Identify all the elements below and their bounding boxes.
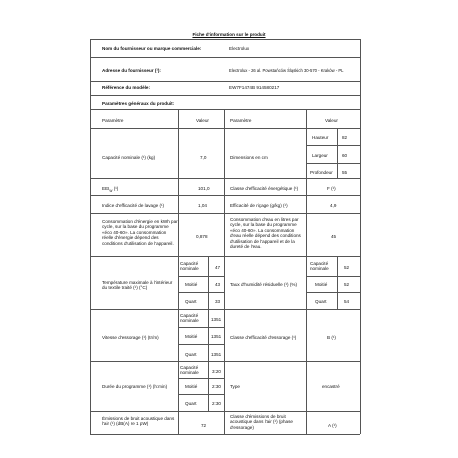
duration-label: Durée du programme (¹) (h:min) <box>102 384 168 389</box>
rule <box>90 434 360 435</box>
noise-label: Émissions de bruit acoustique dans l'air (¹) (dB(A) re 1 pW) <box>102 416 175 427</box>
rule <box>90 411 360 412</box>
rule <box>90 39 360 40</box>
spin-speed-quarter-value: 1351 <box>211 352 222 357</box>
eei-label: $EEI_W$ (¹) <box>102 186 119 193</box>
grid-line <box>208 309 209 411</box>
rule <box>90 57 360 58</box>
duration-half-value: 2:30 <box>212 384 221 389</box>
capacity-label: Capacité nominale (¹) (kg) <box>102 155 156 160</box>
rule <box>90 361 360 362</box>
grid-line <box>208 256 209 309</box>
rule <box>90 256 360 257</box>
moisture-half-value: 52 <box>344 282 350 287</box>
temperature-label: Température maximale à l'intérieur du textile traité (¹) (°C) <box>102 280 173 291</box>
rule <box>90 109 360 110</box>
rule <box>306 163 360 164</box>
rule <box>306 292 360 293</box>
type-label: Type <box>230 384 240 389</box>
rule <box>178 394 224 395</box>
grid-line <box>90 39 91 109</box>
grid-line <box>90 109 91 434</box>
grid-line <box>224 109 225 434</box>
temperature-nominal-label: Capacité nominale <box>180 261 199 272</box>
spin-speed-half-label: Moitié <box>185 334 198 339</box>
duration-nominal-label: Capacité nominale <box>180 365 199 376</box>
washing-index-label: Indice d'efficacité de lavage (¹) <box>102 203 165 208</box>
rule <box>90 178 360 179</box>
col-header-param-left: Paramètre <box>102 118 124 123</box>
temperature-half-value: 43 <box>215 282 221 287</box>
rule <box>178 292 224 293</box>
capacity-value: 7,0 <box>200 155 207 160</box>
rule <box>178 276 224 277</box>
grid-line <box>337 256 338 309</box>
eei-value: 101,0 <box>198 186 210 191</box>
noise-class-value: A (¹) <box>328 423 337 428</box>
type-value: encastré <box>322 384 340 389</box>
grid-line <box>360 39 361 434</box>
rule <box>178 344 224 345</box>
energy-class-label: Classe d'efficacité énergétique (¹) <box>230 186 299 191</box>
duration-nominal-value: 3:20 <box>212 369 221 374</box>
grid-line <box>306 109 307 434</box>
rule <box>90 309 360 310</box>
model-label: Référence du modèle: <box>102 85 150 90</box>
dimension-depth-value: 55 <box>342 170 348 175</box>
spin-class-value: B (¹) <box>327 335 336 340</box>
noise-class-label: Classe d'émissions de bruit acoustique dans l'air (¹) (phase d'essorage) <box>230 414 293 430</box>
energy-consumption-label: Consommation d'énergie en kWh par cycle, sur la base du programme «éco 40-60». La consommation réelle d'énergie dépend des conditions d'utilisation de l'appareil. <box>102 219 178 246</box>
water-consumption-label: Consommation d'eau en litres par cycle, sur la base du programme «éco 40-60». La consommation d'eau réelle dépend des conditions d'utilisation de l'appareil et de la dureté de l'eau. <box>230 217 301 250</box>
washing-index-value: 1,04 <box>198 203 207 208</box>
address-value: Electrolux - 26 al. Powstańców Śląskich 30-570 - Kraków - PL <box>229 68 344 73</box>
rinsing-label: Efficacité de riçage (g/kg) (¹) <box>230 203 288 208</box>
rule <box>90 213 360 214</box>
dimension-height-value: 82 <box>342 135 348 140</box>
temperature-half-label: Moitié <box>185 282 198 287</box>
duration-half-label: Moitié <box>185 384 198 389</box>
model-value: EW7F1474B 914580217 <box>229 85 280 90</box>
dimension-width-value: 60 <box>342 153 348 158</box>
spin-speed-label: Vitesse d'essorage (¹) (tr/m) <box>102 335 159 340</box>
rule <box>178 327 224 328</box>
moisture-label: Taux d'humidité résiduelle (¹) (%) <box>230 282 297 287</box>
moisture-quarter-label: Quart <box>315 299 327 304</box>
water-consumption-value: 45 <box>331 234 337 239</box>
col-header-param-right: Paramètre <box>230 118 252 123</box>
energy-consumption-value: 0,878 <box>196 234 208 239</box>
energy-class-value: F (¹) <box>327 186 336 191</box>
rule <box>306 145 360 146</box>
moisture-half-label: Moitié <box>315 282 328 287</box>
rule <box>306 276 360 277</box>
moisture-nominal-value: 52 <box>344 265 350 270</box>
duration-quarter-value: 2:30 <box>212 401 221 406</box>
dimension-height-label: Hauteur <box>312 135 329 140</box>
rule <box>90 95 360 96</box>
spin-speed-nominal-label: Capacité nominale <box>180 313 199 324</box>
general-heading: Paramètres généraux du produit: <box>102 101 175 106</box>
col-header-value-right: Valeur <box>325 118 338 123</box>
rule <box>178 378 224 379</box>
temperature-quarter-value: 33 <box>215 299 221 304</box>
rinsing-value: 4,9 <box>330 203 337 208</box>
rule <box>90 195 360 196</box>
temperature-nominal-value: 47 <box>215 265 221 270</box>
grid-line <box>337 128 338 178</box>
moisture-nominal-label: Capacité nominale <box>310 261 329 272</box>
duration-quarter-label: Quart <box>185 401 197 406</box>
dimension-depth-label: Profondeur <box>310 170 333 175</box>
page-title: Fiche d'information sur le produit <box>192 32 266 37</box>
dimensions-label: Dimensions en cm <box>230 155 268 160</box>
spin-speed-quarter-label: Quart <box>185 352 197 357</box>
col-header-value-left: Valeur <box>196 118 209 123</box>
spin-speed-nominal-value: 1351 <box>211 317 222 322</box>
noise-value: 72 <box>201 423 207 428</box>
rule <box>90 81 360 82</box>
moisture-quarter-value: 54 <box>344 299 350 304</box>
supplier-label: Nom du fournisseur ou marque commerciale: <box>102 46 202 51</box>
dimension-width-label: Largeur <box>312 153 328 158</box>
supplier-value: Electrolux <box>229 46 250 51</box>
grid-line <box>178 109 179 434</box>
spin-speed-half-value: 1351 <box>211 334 222 339</box>
spin-class-label: Classe d'efficacité d'essorage (¹) <box>230 335 297 340</box>
address-label: Adresse du fournisseur (¹): <box>102 68 161 73</box>
rule <box>90 128 360 129</box>
temperature-quarter-label: Quart <box>185 299 197 304</box>
